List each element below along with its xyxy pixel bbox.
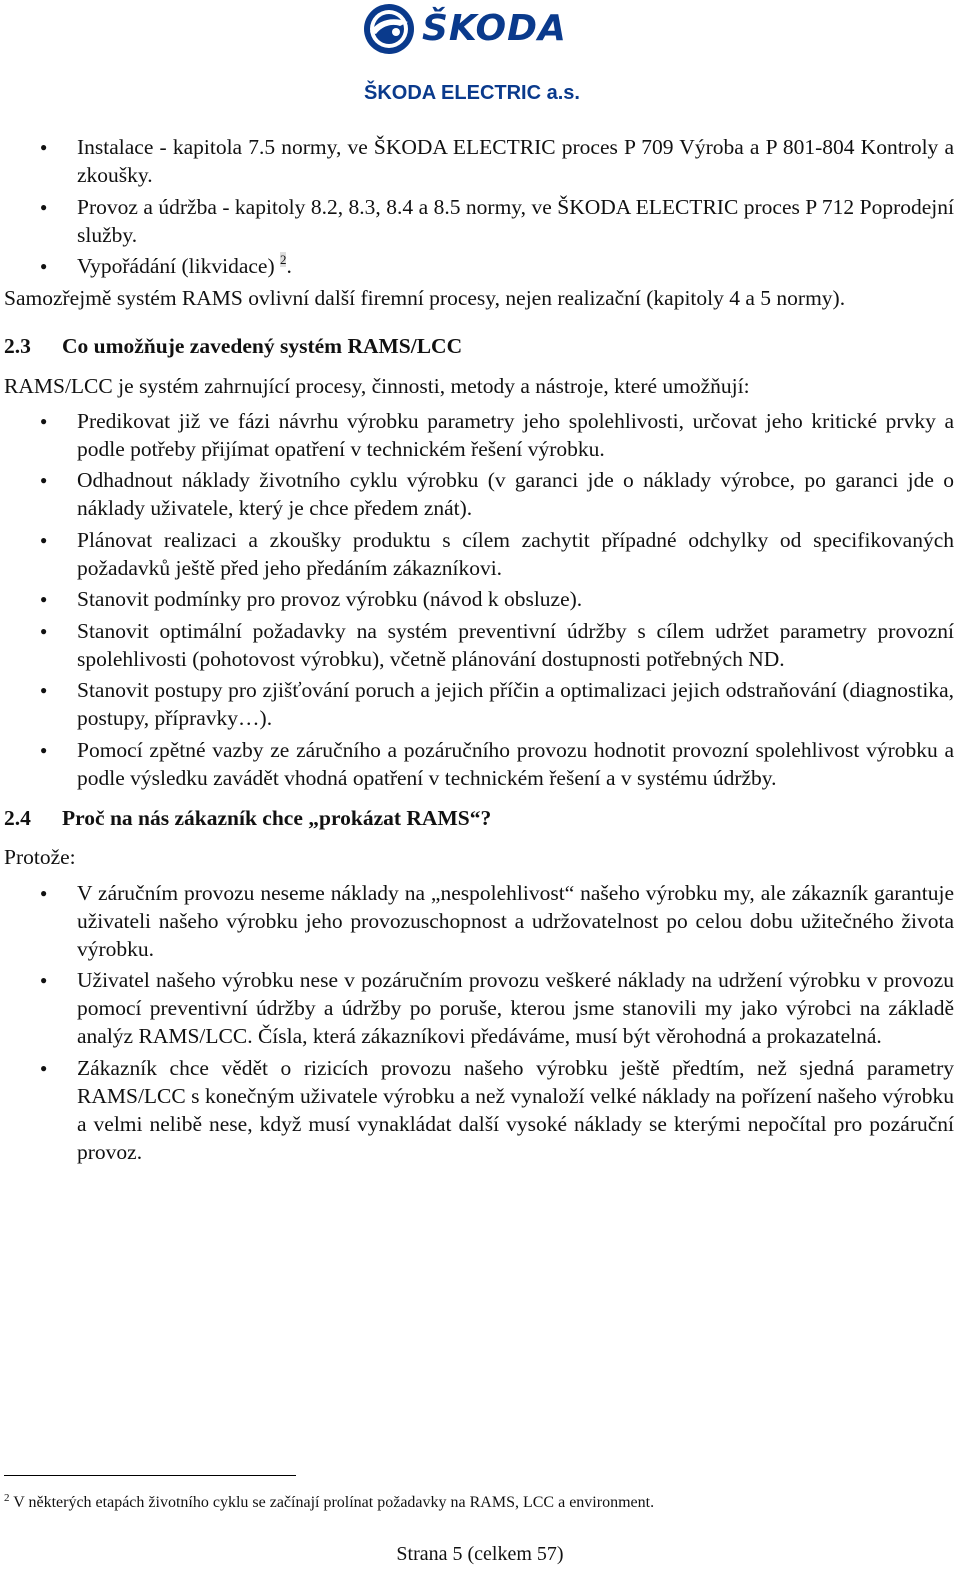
company-name: ŠKODA ELECTRIC a.s. (364, 82, 580, 104)
list-item: ● Stanovit optimální požadavky na systém preventivní údržby s cílem udržet parametry provozní spolehlivosti (pohotovost výrobku), včetně plánování dostupnosti potřebných ND. (4, 617, 954, 673)
paragraph: Samozřejmě systém RAMS ovlivní další firemní procesy, nejen realizační (kapitoly 4 a 5 normy). (4, 285, 846, 310)
section-number: 2.4 (4, 805, 31, 830)
list-item: ● Pomocí zpětné vazby ze záručního a pozáručního provozu hodnotit provozní spolehlivost výrobku a podle výsledku zavádět vhodná opatření v technickém řešení a v systému údržby. (4, 736, 954, 792)
list-item-text: Vypořádání (likvidace) (77, 254, 280, 278)
page-number: Strana 5 (celkem 57) (396, 1543, 564, 1565)
skoda-winged-arrow-icon (362, 2, 416, 56)
document-body (4, 133, 954, 1169)
lifecycle-list (4, 133, 954, 280)
section-number: 2.3 (4, 333, 31, 358)
list-item: ● Plánovat realizaci a zkoušky produktu s cílem zachytit případné odchylky od specifikovaných požadavků ještě před jeho předáním zákazníkovi. (4, 526, 954, 582)
list-item-end: . (286, 254, 292, 278)
list-item: ● Stanovit podmínky pro provoz výrobku (návod k obsluze). (4, 585, 954, 613)
section-title: Co umožňuje zavedený systém RAMS/LCC (62, 333, 463, 358)
list-item: ● Instalace - kapitola 7.5 normy, ve ŠKODA ELECTRIC proces P 709 Výroba a P 801-804 Kontroly a zkoušky. (4, 133, 954, 189)
section-intro: RAMS/LCC je systém zahrnující procesy, činnosti, metody a nástroje, které umožňují: (4, 373, 750, 398)
list-item: ● Uživatel našeho výrobku nese v pozáručním provozu veškeré náklady na udržení výrobku v provozu pomocí preventivní údržby a údržby po poruše, kterou jsme stanovili my jako výrobci na základě analýz RAMS/LCC. Čísla, která zákazníkovi předáváme, musí být věrohodná a prokazatelná. (4, 966, 954, 1050)
list-item: ● Odhadnout náklady životního cyklu výrobku (v garanci jde o náklady výrobce, po garanci jde o náklady uživatele, který je chce předem znát). (4, 466, 954, 522)
list-item (4, 252, 954, 280)
footnote (4, 1494, 654, 1512)
section-intro: Protože: (4, 844, 76, 869)
footnote-separator (4, 1475, 296, 1476)
footnote-marker: 2 (4, 1492, 10, 1504)
logo-wordmark: ŠKODA (422, 8, 567, 49)
list-item: ● Provoz a údržba - kapitoly 8.2, 8.3, 8.4 a 8.5 normy, ve ŠKODA ELECTRIC proces P 712 Poprodejní služby. (4, 193, 954, 249)
rams-capabilities-list (4, 407, 954, 792)
list-item: ● V záručním provozu neseme náklady na „nespolehlivost“ našeho výrobku my, ale zákazník garantuje uživateli našeho výrobku jeho provozuschopnost a udržovatelnost po celou dobu užitečného života výrobku. (4, 879, 954, 963)
section-heading-2-3 (4, 332, 954, 360)
page-header (0, 0, 960, 110)
skoda-logo (362, 2, 567, 60)
footnote-reference[interactable]: 2 (279, 252, 287, 267)
list-item: ● Predikovat již ve fázi návrhu výrobku parametry jeho spolehlivosti, určovat jeho kritické prvky a podle potřeby přijímat opatření v technickém řešení výrobku. (4, 407, 954, 463)
footnote-text: V některých etapách životního cyklu se začínají prolínat požadavky na RAMS, LCC a environment. (9, 1494, 655, 1511)
section-title: Proč na nás zákazník chce „prokázat RAMS“? (62, 805, 492, 830)
section-heading-2-4 (4, 804, 954, 832)
customer-reasons-list (4, 879, 954, 1166)
list-item: ● Zákazník chce vědět o rizicích provozu našeho výrobku ještě předtím, než sjedná parametry RAMS/LCC s konečným uživatele výrobku a než vynaloží velké náklady na pořízení našeho výrobku a velmi nelibě nese, když musí vynakládat další vysoké náklady se kterými nepočítal pro pozáruční provoz. (4, 1054, 954, 1166)
list-item: ● Stanovit postupy pro zjišťování poruch a jejich příčin a optimalizaci jejich odstraňování (diagnostika, postupy, přípravky…). (4, 676, 954, 732)
